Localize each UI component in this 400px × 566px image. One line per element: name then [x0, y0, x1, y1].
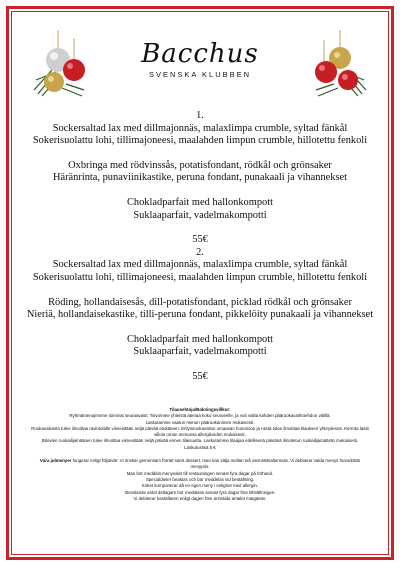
- menu-price: 55€: [192, 370, 208, 382]
- terms-swedish-first: fungerar enligt följande: Vi önskar gemensam förrätt samt dessert, man kan välja mellan två varmrättsalternativ. Vi debiterar valda menys huvudrätts menypris.: [72, 458, 361, 470]
- bacchus-logo: [0, 40, 400, 79]
- main-finnish: Häränrinta, punaviinikastike, peruna fondant, punakaali ja vihannekset: [52, 172, 347, 184]
- terms-finnish-line: Ryhmämenujemme toimivat seuraavasti: Toivomme yhteistä ateriaa koko seurueelle, ja voit valita kahden pääruokavaihtoehdon välillä.: [69, 413, 331, 419]
- menu-list: [22, 110, 378, 384]
- terms-finnish-line: Ruokavalioista tulee ilmoittaa ravintolalle viimeistään neljä päivää etukäteen. Erityisruokavalion omaavan huomioon ja niistä tulee ilmoittaa tilauksen yhteydessä. Kerrota laatii silloin oman menunsa allergikoiden mukaisesti.: [31, 425, 369, 438]
- main-finnish: Nieriä, hollandaisekastike, tilli-peruna fondant, pikkelöity punakaali ja vihannekset: [26, 309, 374, 321]
- starter-swedish: Sockersaltad lax med dillmajonnäs, malaxlimpa crumble, syltad fänkål: [52, 122, 348, 134]
- terms-swedish-line: Vi debiterar beställaren enligt dagen före anmälda antalet matgäster.: [133, 495, 267, 501]
- dessert-swedish: Chokladparfait med hallonkompott: [126, 196, 274, 208]
- terms-finnish-line: Laskutuslisä 5 €: [184, 444, 216, 450]
- menu-number: 2.: [196, 246, 204, 258]
- starter-finnish: Sokerisuolattu lohi, tillimajoneesi, maalahden limpun crumble, hillotettu fenkoli: [32, 135, 368, 147]
- dessert-finnish: Suklaaparfait, vadelmakompotti: [133, 346, 267, 358]
- terms-swedish-line: Man bör meddela menyvalet till restaurangen senast fyra dagar på förhand.: [126, 470, 274, 476]
- booking-terms: [30, 407, 370, 502]
- dessert-finnish: Suklaaparfait, vadelmakompotti: [133, 209, 267, 221]
- terms-swedish-line: Specialdieter beaktas och bör meddelas vid beställning.: [145, 476, 255, 482]
- terms-swedish-lead: Vára julmenyer: [39, 458, 72, 464]
- terms-heading: Tilausehtoja/Bokningsvillkor:: [169, 407, 231, 412]
- menu-price: 55€: [192, 234, 208, 246]
- main-swedish: Röding, hollandaisesås, dill-potatisfondant, picklad rödkål och grönsaker: [48, 296, 352, 308]
- starter-finnish: Sokerisuolattu lohi, tillimajoneesi, maalahden limpun crumble, hillotettu fenkoli: [32, 271, 368, 283]
- brand-tagline: SVENSKA KLUBBEN: [148, 70, 252, 79]
- terms-finnish-line: Laskutamme vaatun menun pääruokanimen mukaisesti.: [145, 419, 255, 425]
- terms-swedish-line: Köket komponerar då en egen meny i enlighet med allergin.: [141, 483, 259, 489]
- dessert-swedish: Chokladparfait med hallonkompott: [126, 333, 274, 345]
- menu-option-1: [22, 110, 378, 247]
- menu-number: 1.: [196, 110, 204, 121]
- menu-option-2: [22, 247, 378, 384]
- terms-swedish-line: Slesslande antal deltagare bör meddelas senast fyra dagar före tillställningen.: [124, 489, 276, 495]
- starter-swedish: Sockersaltad lax med dillmajonnäs, malaxlimpa crumble, syltad fänkål: [52, 259, 348, 271]
- main-swedish: Oxbringa med rödvinssås, potatisfondant, rödkål och grönsaker: [68, 159, 332, 171]
- terms-swedish-intro: [30, 458, 370, 471]
- brand-name: Bacchus: [141, 39, 259, 69]
- terms-finnish-line: Bitovien ruokailijamäärien tulee ilmoittaa viimeistään neljä päivää ennen tilaisuutta. Laskutamme tilaajaa edellisenä päivänä ilmoitetun ruokailijamäärän mukaisesti.: [41, 438, 359, 444]
